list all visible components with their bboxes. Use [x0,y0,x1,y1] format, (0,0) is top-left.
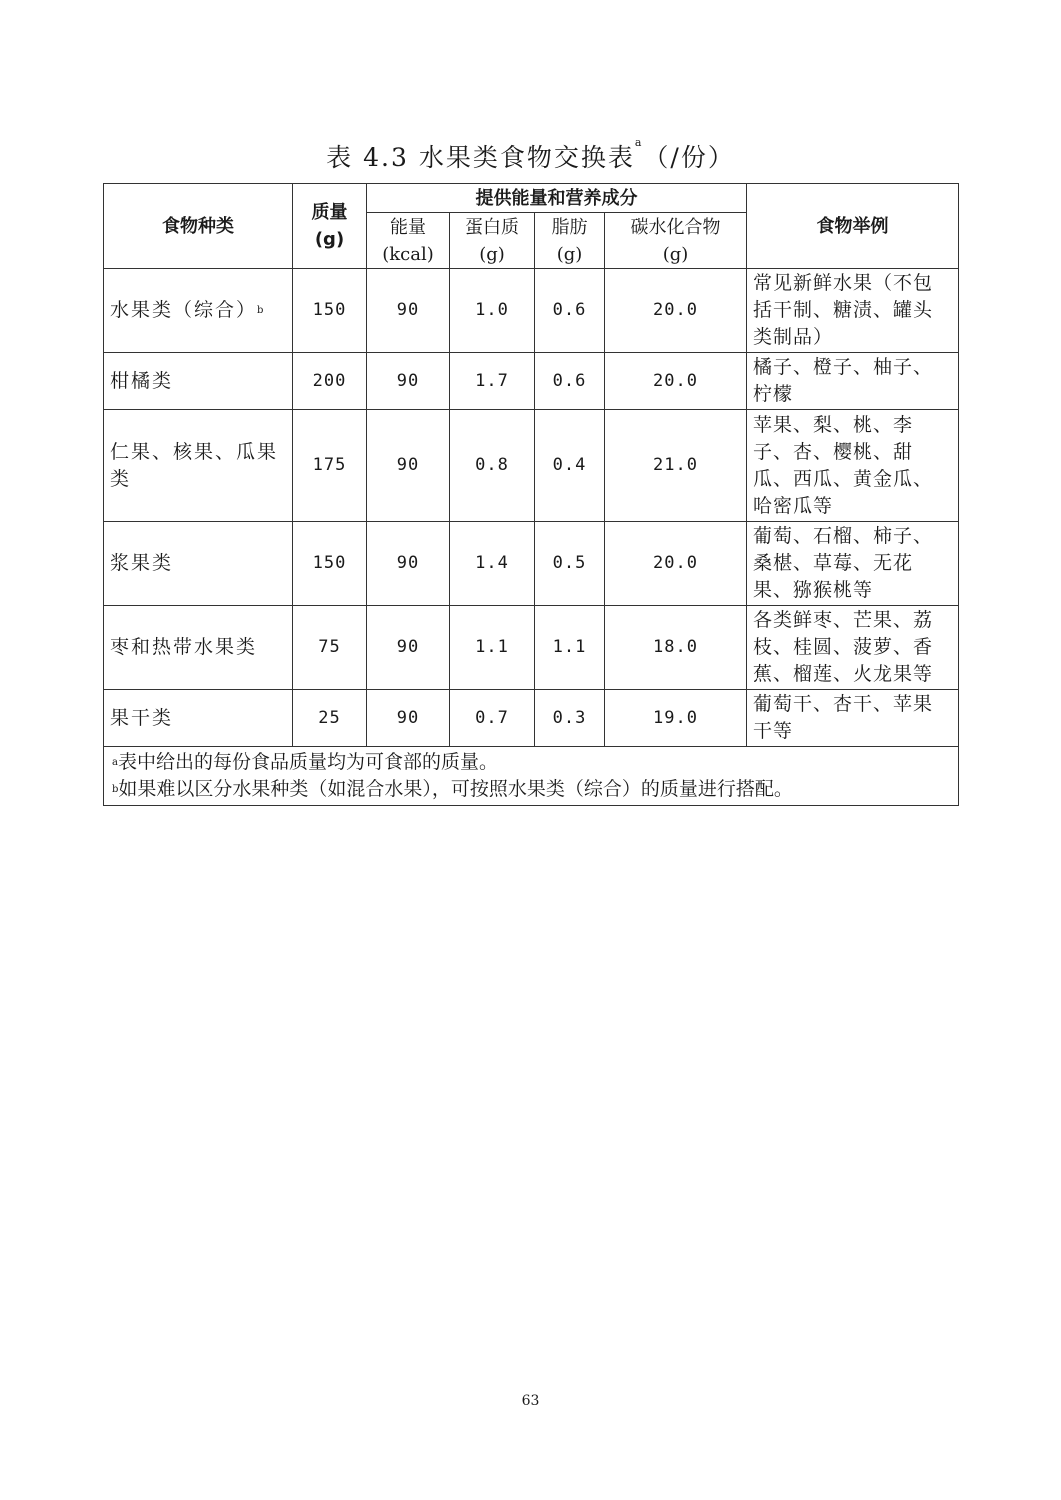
title-footnote-mark: a [634,136,644,149]
row-protein: 1.0 [450,269,535,353]
row-mass: 25 [293,690,367,747]
header-food-type: 食物种类 [104,184,293,269]
table-row [104,269,959,353]
row-mass: 75 [293,606,367,690]
row-energy: 90 [367,690,450,747]
row-footnote-mark: b [257,305,266,316]
header-fat [535,213,605,269]
row-mass: 175 [293,410,367,522]
row-protein: 1.7 [450,353,535,410]
table-title [0,138,1061,174]
footnote-mark: b [112,784,119,795]
row-food-type: 柑橘类 [104,353,293,410]
row-food-type-text: 水果类（综合） [110,299,258,321]
row-energy: 90 [367,353,450,410]
row-protein: 1.4 [450,522,535,606]
row-examples: 苹果、梨、桃、李子、杏、樱桃、甜瓜、西瓜、黄金瓜、哈密瓜等 [747,410,959,522]
row-fat: 0.6 [535,353,605,410]
page-number: 63 [521,1393,540,1409]
header-provided-nutrients: 提供能量和营养成分 [367,184,747,213]
header-fat-label: 脂肪 [551,216,588,238]
row-examples: 各类鲜枣、芒果、荔枝、桂圆、菠萝、香蕉、榴莲、火龙果等 [747,606,959,690]
table-row [104,353,959,410]
row-carbohydrate: 19.0 [605,690,747,747]
footnote-mark: a [112,757,118,768]
row-examples: 葡萄干、杏干、苹果干等 [747,690,959,747]
row-food-type: 浆果类 [104,522,293,606]
table-title-unit: （/份） [643,143,735,172]
footnotes-row [104,747,959,806]
header-examples: 食物举例 [747,184,959,269]
header-mass-unit: (g) [314,229,345,250]
header-mass-label: 质量 [311,202,348,223]
table-footnotes [104,747,959,806]
header-fat-unit: (g) [556,243,583,265]
header-protein-unit: (g) [479,243,505,265]
table-row [104,522,959,606]
row-examples: 橘子、橙子、柚子、柠檬 [747,353,959,410]
row-carbohydrate: 20.0 [605,522,747,606]
footnote-a [112,749,952,776]
row-examples: 葡萄、石榴、柿子、桑椹、草莓、无花果、猕猴桃等 [747,522,959,606]
row-protein: 1.1 [450,606,535,690]
row-fat: 0.5 [535,522,605,606]
row-energy: 90 [367,269,450,353]
row-food-type: 仁果、核果、瓜果类 [104,410,293,522]
header-carb-label: 碳水化合物 [630,216,721,238]
row-protein: 0.7 [450,690,535,747]
row-energy: 90 [367,606,450,690]
row-fat: 0.3 [535,690,605,747]
header-energy [367,213,450,269]
row-food-type: 枣和热带水果类 [104,606,293,690]
row-energy: 90 [367,410,450,522]
table-row [104,410,959,522]
header-protein [450,213,535,269]
fruit-exchange-table [103,183,959,806]
header-carbohydrate [605,213,747,269]
footnote-b [112,776,952,803]
header-energy-unit: (kcal) [382,243,434,265]
row-fat: 0.4 [535,410,605,522]
row-food-type: 果干类 [104,690,293,747]
row-carbohydrate: 20.0 [605,353,747,410]
row-carbohydrate: 21.0 [605,410,747,522]
row-fat: 1.1 [535,606,605,690]
row-examples: 常见新鲜水果（不包括干制、糖渍、罐头类制品） [747,269,959,353]
row-protein: 0.8 [450,410,535,522]
header-carb-unit: (g) [662,243,689,265]
table-row [104,606,959,690]
row-mass: 150 [293,269,367,353]
header-mass [293,184,367,269]
row-mass: 150 [293,522,367,606]
footnote-text: 表中给出的每份食品质量均为可食部的质量。 [117,751,498,773]
row-fat: 0.6 [535,269,605,353]
row-carbohydrate: 20.0 [605,269,747,353]
table-row [104,690,959,747]
footnote-text: 如果难以区分水果种类（如混合水果），可按照水果类（综合）的质量进行搭配。 [118,778,793,800]
header-energy-label: 能量 [390,216,426,238]
row-carbohydrate: 18.0 [605,606,747,690]
row-mass: 200 [293,353,367,410]
table-title-text: 表 4.3 水果类食物交换表 [326,143,635,172]
row-food-type [104,269,293,353]
row-energy: 90 [367,522,450,606]
header-protein-label: 蛋白质 [465,216,519,238]
